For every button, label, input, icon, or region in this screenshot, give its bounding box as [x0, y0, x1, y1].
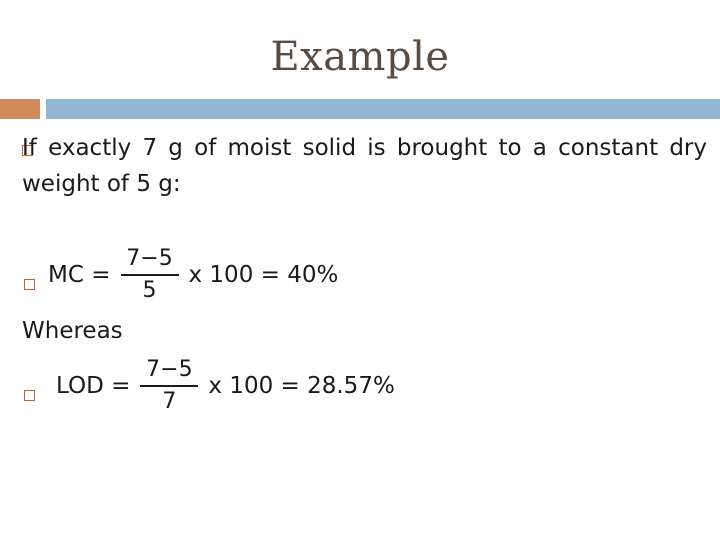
eq2-rhs: x 100 = 28.57% [208, 373, 395, 399]
loss-on-drying-equation [56, 357, 395, 415]
title-divider-bar [46, 99, 720, 119]
intro-paragraph: If exactly 7 g of moist solid is brought to a constant dry weight of 5 g: [22, 135, 707, 197]
eq1-rhs: x 100 = 40% [188, 262, 339, 288]
moisture-content-equation [48, 246, 338, 304]
eq1-lhs: MC = [48, 262, 111, 288]
fraction-bar [140, 385, 198, 387]
square-bullet-icon [24, 279, 35, 290]
eq1-numerator: 7−5 [126, 246, 173, 271]
eq1-fraction [121, 246, 179, 304]
square-bullet-icon [24, 390, 35, 401]
eq2-denominator: 7 [162, 389, 177, 414]
title-accent-bar [0, 99, 40, 119]
eq2-fraction [140, 357, 198, 415]
slide-title: Example [270, 34, 450, 80]
fraction-bar [121, 274, 179, 276]
whereas-label: Whereas [22, 318, 123, 344]
eq1-denominator: 5 [142, 278, 157, 303]
eq2-lhs: LOD = [56, 373, 131, 399]
eq2-numerator: 7−5 [146, 357, 193, 382]
